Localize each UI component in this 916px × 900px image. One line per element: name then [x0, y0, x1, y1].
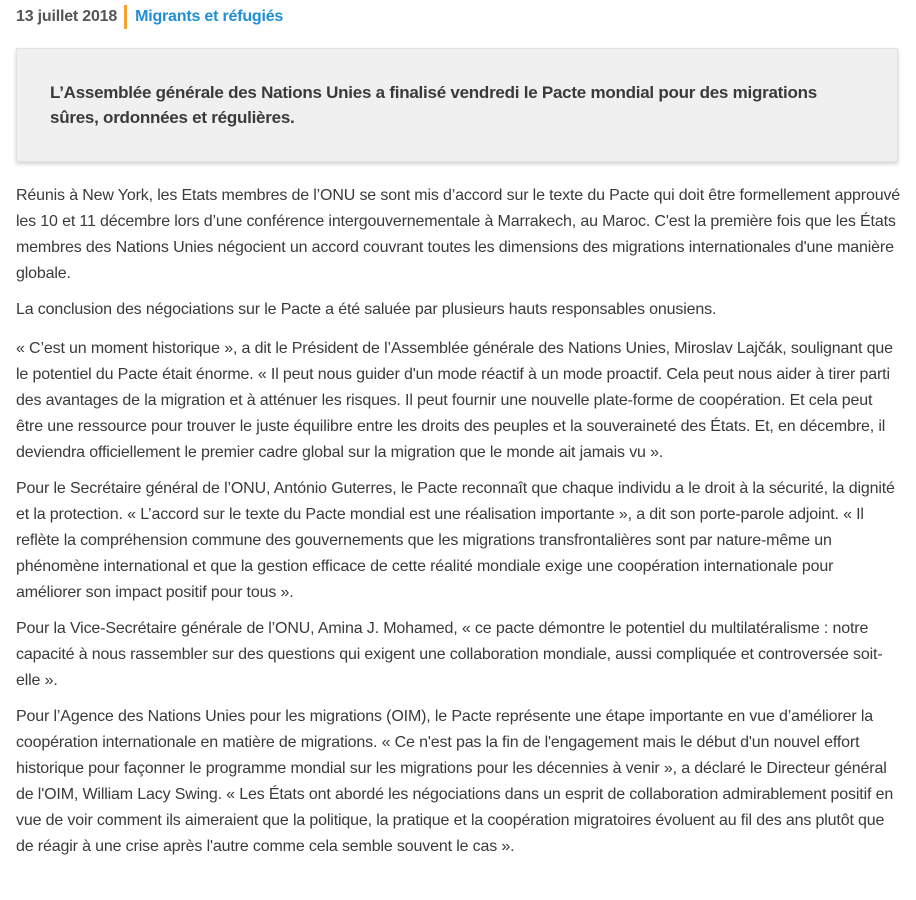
lead-box	[16, 48, 898, 162]
article-paragraph: La conclusion des négociations sur le Pacte a été saluée par plusieurs hauts responsables onusiens.	[16, 301, 717, 318]
category-link[interactable]: Migrants et réfugiés	[135, 8, 284, 25]
article-paragraph: Réunis à New York, les Etats membres de l’ONU se sont mis d’accord sur le texte du Pacte qui doit être formellement approuvé les 10 et 11 décembre lors d’une conférence intergouvernementale à Marrakech, au Maroc. C'est la première fois que les États membres des Nations Unies négocient un accord couvrant toutes les dimensions des migrations internationales d'une manière globale.	[16, 187, 901, 282]
meta-separator	[124, 5, 127, 29]
article-meta	[16, 4, 283, 30]
article-paragraph: « C’est un moment historique », a dit le Président de l’Assemblée générale des Nations Unies, Miroslav Lajčák, soulignant que le potentiel du Pacte était énorme. « Il peut nous guider d'un mode réactif à un mode proactif. Cela peut nous aider à tirer parti des avantages de la migration et à atténuer les risques. Il peut fournir une nouvelle plate-forme de coopération. Et cela peut être une ressource pour trouver le juste équilibre entre les droits des peuples et la souveraineté des États. Et, en décembre, il deviendra officiellement le premier cadre global sur la migration que le monde ait jamais vu ».	[16, 340, 893, 461]
article-body	[16, 183, 902, 870]
article-paragraph: Pour l’Agence des Nations Unies pour les migrations (OIM), le Pacte représente une étape importante en vue d’améliorer la coopération internationale en matière de migrations. « Ce n'est pas la fin de l'engagement mais le début d'un nouvel effort historique pour façonner le programme mondial sur les migrations pour les décennies à venir », a déclaré le Directeur général de l'OIM, William Lacy Swing. « Les États ont abordé les négociations dans un esprit de collaboration admirablement positif en vue de voir comment ils aimeraient que la politique, la pratique et la coopération migratoires évoluent au fil des ans plutôt que de réagir à une crise après l'autre comme cela semble souvent le cas ».	[16, 708, 894, 855]
lead-text: L’Assemblée générale des Nations Unies a finalisé vendredi le Pacte mondial pour des migrations sûres, ordonnées et régulières.	[50, 83, 818, 127]
publication-date: 13 juillet 2018	[16, 8, 118, 25]
article-paragraph: Pour le Secrétaire général de l’ONU, António Guterres, le Pacte reconnaît que chaque individu a le droit à la sécurité, la dignité et la protection. « L’accord sur le texte du Pacte mondial est une réalisation importante », a dit son porte-parole adjoint. « Il reflète la compréhension commune des gouvernements que les migrations transfrontalières sont par nature-même un phénomène international et que la gestion efficace de cette réalité mondiale exige une coopération internationale pour améliorer son impact positif pour tous ».	[16, 480, 895, 601]
article-paragraph: Pour la Vice-Secrétaire générale de l’ONU, Amina J. Mohamed, « ce pacte démontre le potentiel du multilatéralisme : notre capacité à nous rassembler sur des questions qui exigent une collaboration mondiale, aussi compliquée et controversée soit-elle ».	[16, 620, 883, 689]
